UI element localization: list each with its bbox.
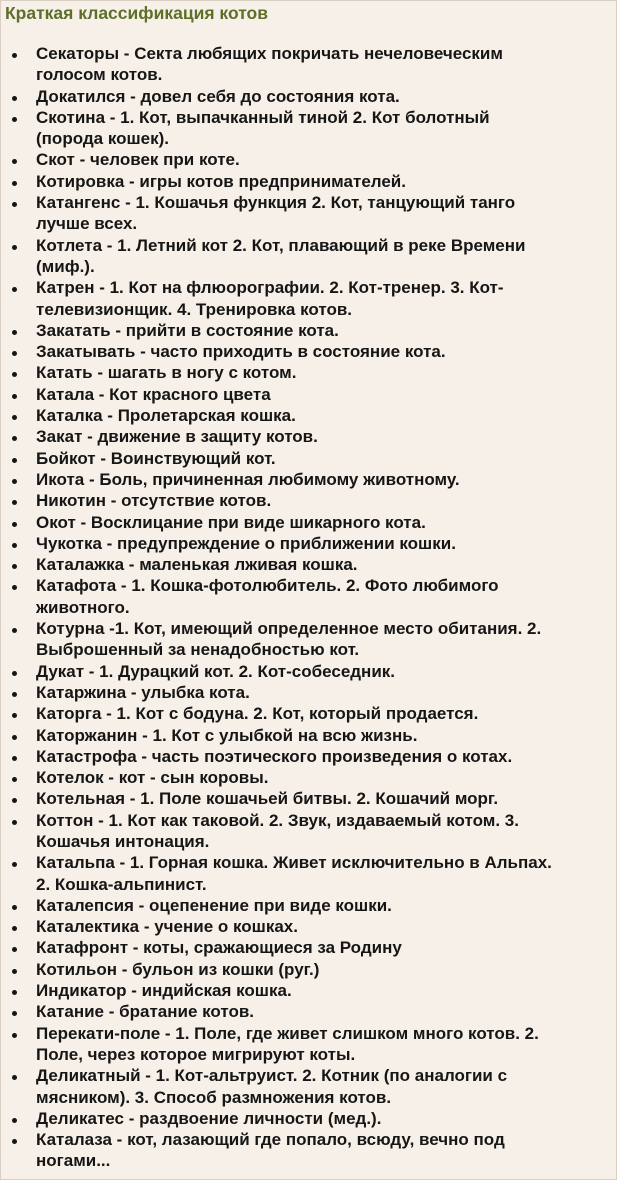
list-item [1, 469, 616, 490]
bullet-icon [12, 458, 17, 463]
list-item [1, 916, 616, 937]
list-item-line: Катала - Кот красного цвета [36, 384, 271, 404]
list-item-line: Перекати-поле - 1. Поле, где живет слишком много котов. 2. [36, 1023, 539, 1043]
list-item-line: Закатывать - часто приходить в состояние кота. [36, 342, 446, 362]
list-item [1, 810, 616, 853]
page-title: Краткая классификация котов [5, 3, 269, 23]
list-item-line: Кошачья интонация. [36, 831, 210, 851]
list-item-line: Котурна -1. Кот, имеющий определенное место обитания. 2. [36, 619, 542, 639]
bullet-icon [12, 735, 17, 740]
list-item-line: Каталаза - кот, лазающий где попало, всюду, вечно под [36, 1130, 505, 1150]
list-item-line: Коттон - 1. Кот как таковой. 2. Звук, издаваемый котом. 3. [36, 810, 519, 830]
bullet-icon [12, 181, 17, 186]
bullet-icon [12, 1011, 17, 1016]
list-item-line: (миф.). [36, 256, 95, 276]
list-item-line: Окот - Восклицание при виде шикарного кота. [36, 512, 426, 532]
list-item [1, 171, 616, 192]
bullet-icon [12, 543, 17, 548]
list-item-line: Каталектика - учение о кошках. [36, 917, 298, 937]
bullet-icon [12, 1139, 17, 1144]
list-item [1, 533, 616, 554]
bullet-icon [12, 713, 17, 718]
list-item-line: Катаржина - улыбка кота. [36, 682, 250, 702]
bullet-icon [12, 905, 17, 910]
bullet-icon [12, 394, 17, 399]
bullet-icon [12, 947, 17, 952]
list-item [1, 1108, 616, 1129]
list-item [1, 980, 616, 1001]
list-item-line: Никотин - отсутствие котов. [36, 491, 272, 511]
list-item-line: Индикатор - индийская кошка. [36, 981, 292, 1001]
bullet-icon [12, 479, 17, 484]
definition-list [1, 43, 616, 1172]
bullet-icon [12, 777, 17, 782]
list-item-line: Каталка - Пролетарская кошка. [36, 406, 296, 426]
bullet-icon [12, 756, 17, 761]
list-item-line: Катастрофа - часть поэтического произведения о котах. [36, 746, 513, 766]
list-item-line: Скотина - 1. Кот, выпачканный тиной 2. Кот болотный [36, 107, 490, 127]
bullet-icon [12, 96, 17, 101]
list-item [1, 149, 616, 170]
list-item [1, 661, 616, 682]
list-item-line: Котелок - кот - сын коровы. [36, 768, 269, 788]
list-item-line: Катафота - 1. Кошка-фотолюбитель. 2. Фото любимого [36, 576, 499, 596]
list-item [1, 746, 616, 767]
list-item [1, 852, 616, 895]
bullet-icon [12, 287, 17, 292]
list-item [1, 43, 616, 86]
bullet-icon [12, 1118, 17, 1123]
list-item [1, 384, 616, 405]
bullet-icon [12, 969, 17, 974]
list-item-line: Катать - шагать в ногу с котом. [36, 363, 297, 383]
list-item-line: Катальпа - 1. Горная кошка. Живет исключительно в Альпах. [36, 853, 552, 873]
list-item-line: Котильон - бульон из кошки (руг.) [36, 959, 320, 979]
list-item-line: Котлета - 1. Летний кот 2. Кот, плавающий в реке Времени [36, 235, 526, 255]
list-item [1, 1065, 616, 1108]
list-item-line: Котельная - 1. Поле кошачьей битвы. 2. Кошачий морг. [36, 789, 499, 809]
bullet-icon [12, 862, 17, 867]
list-item-line: Деликатес - раздвоение личности (мед.). [36, 1108, 382, 1128]
list-item [1, 575, 616, 618]
bullet-icon [12, 372, 17, 377]
list-item [1, 1001, 616, 1022]
list-item [1, 1023, 616, 1066]
list-item-line: Выброшенный за ненадобностью кот. [36, 640, 360, 660]
list-item [1, 320, 616, 341]
bullet-icon [12, 1075, 17, 1080]
list-item-line: Каторга - 1. Кот с бодуна. 2. Кот, который продается. [36, 704, 479, 724]
list-item [1, 682, 616, 703]
list-item-line: Каталепсия - оцепенение при виде кошки. [36, 895, 392, 915]
list-item [1, 788, 616, 809]
list-item [1, 362, 616, 383]
list-item-line: мясником). 3. Способ размножения котов. [36, 1087, 392, 1107]
bullet-icon [12, 585, 17, 590]
list-item-line: Скот - человек при коте. [36, 150, 240, 170]
bullet-icon [12, 159, 17, 164]
list-item [1, 554, 616, 575]
list-item-line: лучше всех. [36, 214, 138, 234]
list-item-line: Икота - Боль, причиненная любимому животному. [36, 469, 460, 489]
bullet-icon [12, 351, 17, 356]
list-item-line: Поле, через которое мигрируют коты. [36, 1044, 356, 1064]
list-item-line: Докатился - довел себя до состояния кота. [36, 86, 400, 106]
list-item-line: животного. [36, 597, 130, 617]
bullet-icon [12, 415, 17, 420]
bullet-icon [12, 692, 17, 697]
bullet-icon [12, 820, 17, 825]
bullet-icon [12, 628, 17, 633]
bullet-icon [12, 330, 17, 335]
bullet-icon [12, 53, 17, 58]
bullet-icon [12, 1033, 17, 1038]
list-item [1, 448, 616, 469]
list-item-line: Котировка - игры котов предпринимателей. [36, 171, 406, 191]
bullet-icon [12, 671, 17, 676]
list-item-line: 2. Кошка-альпинист. [36, 874, 207, 894]
list-item [1, 703, 616, 724]
list-item [1, 192, 616, 235]
list-item-line: Катангенс - 1. Кошачья функция 2. Кот, танцующий танго [36, 193, 516, 213]
list-item-line: (порода кошек). [36, 129, 170, 149]
list-item-line: Деликатный - 1. Кот-альтруист. 2. Котник (по аналогии с [36, 1066, 508, 1086]
list-item [1, 86, 616, 107]
list-item-line: Закат - движение в защиту котов. [36, 427, 318, 447]
list-item-line: Закатать - прийти в состояние кота. [36, 320, 339, 340]
bullet-icon [12, 926, 17, 931]
list-item [1, 1129, 616, 1172]
list-item-line: Секаторы - Секта любящих покричать нечеловеческим [36, 44, 503, 63]
list-item [1, 895, 616, 916]
list-item [1, 426, 616, 447]
list-item-line: Чукотка - предупреждение о приближении кошки. [36, 533, 456, 553]
list-item-line: телевизионщик. 4. Тренировка котов. [36, 299, 353, 319]
bullet-icon [12, 202, 17, 207]
list-item-line: Бойкот - Воинствующий кот. [36, 448, 276, 468]
list-item [1, 618, 616, 661]
list-item-line: Дукат - 1. Дурацкий кот. 2. Кот-собеседник. [36, 661, 396, 681]
bullet-icon [12, 245, 17, 250]
list-item [1, 341, 616, 362]
bullet-icon [12, 436, 17, 441]
list-item-line: Катафронт - коты, сражающиеся за Родину [36, 938, 402, 958]
list-item-line: Катание - братание котов. [36, 1002, 255, 1022]
list-item [1, 767, 616, 788]
list-item [1, 235, 616, 278]
list-item [1, 937, 616, 958]
list-item-line: Катрен - 1. Кот на флюорографии. 2. Кот-тренер. 3. Кот- [36, 278, 504, 298]
list-item [1, 725, 616, 746]
bullet-icon [12, 500, 17, 505]
list-item-line: Каталажка - маленькая лживая кошка. [36, 555, 358, 575]
list-item-line: голосом котов. [36, 65, 163, 85]
bullet-icon [12, 564, 17, 569]
bullet-icon [12, 798, 17, 803]
list-item [1, 959, 616, 980]
list-item [1, 277, 616, 320]
bullet-icon [12, 522, 17, 527]
bullet-icon [12, 990, 17, 995]
list-item [1, 107, 616, 150]
list-item-line: ногами... [36, 1151, 111, 1171]
list-item [1, 405, 616, 426]
bullet-icon [12, 117, 17, 122]
list-item [1, 490, 616, 511]
list-item-line: Каторжанин - 1. Кот с улыбкой на всю жизнь. [36, 725, 418, 745]
list-item [1, 512, 616, 533]
